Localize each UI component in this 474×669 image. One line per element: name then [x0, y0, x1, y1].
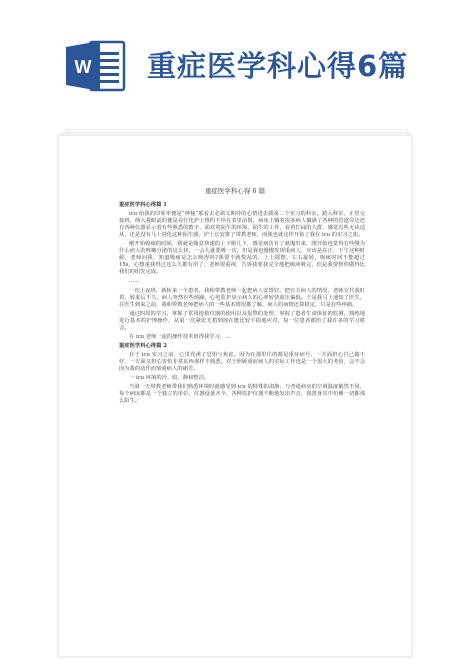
- document-title: 重症医学科心得6篇: [147, 49, 409, 83]
- page-body: [119, 201, 365, 407]
- body-paragraph: ……: [129, 278, 140, 285]
- document-preview: [0, 115, 474, 669]
- body-paragraph: 在 icu 老师一流的操作技术值得我学习，…: [129, 333, 231, 340]
- section-heading: 重症医学科心得篇 1: [119, 202, 167, 208]
- body-paragraph: 在于 icu 实习之前，心里充满了恐惧与焦虑。因为在那里住的都是重症病号，一方面担心自己做不好，一方面又担心害怕非常东西那样不熟悉。对于照顾重症病人的实际工作也是一个很大的考验，会不会因为我的动作而加重病人的痛苦。: [119, 351, 365, 372]
- body-paragraph: 一次上夜班，新转来一个患者，我和带教老师一起把病人安置好。把有关病人的情况，老师交代我盯着，转来后不久，病人突然有些烦躁，心电监护显示病人的心率较快血压偏低，于是我马上通知了医生，在医生到来之前，我和带教老师把病人的一些基本情况都了解，病人的病情还算稳定，只是有些疼痛。: [119, 287, 365, 308]
- body-paragraph: 当第一天带教老师带我们熟悉环境时就感受到 icu 的特殊的肃静，与普通病房的空调温度截然不同，每个病床都是一个独立的单位，仪器设备齐全，各种监护仪器不断地发出声音，我置身其中仿佛一切都那么陌生。: [119, 384, 365, 405]
- section-heading: 重症医学科心得篇 2: [119, 342, 167, 349]
- body-paragraph: icu 给我的印象率便是“神秘”那看去必须又期待的心情进去我第二个实习的科室。踏入科室，正常交接班，纳入我眼前的便是看仔化护士推的不停在表里前摄，病床上躺着很多病人躺满了各种的管道旁边还有各种仪器显示着有些熟悉的数字，面对着陌生的环境，陌生的工作，看着忙碌的人群，感觉有些无从适从，还是没有马上进化这种陌生感，护士长安排了带教老师，而我也就这样开始了我在 icu 的实习之旅。: [119, 211, 365, 239]
- document-header: [0, 0, 474, 115]
- body-paragraph: 通过四周的学习，掌握了常用抢救仪器的使用以及报警的处理，掌握了患者生命体征的监测，熟练地进行基本的护理操作，从第一次紧张无措到现在能比较平稳地应对，每一位患者都给了我许多的学习机会。: [119, 310, 365, 331]
- body-paragraph: 刚开始吸痰的时候，我就是随意快速的上下吸几下，感觉病仿有了就抛出来。刚开始也觉得有些慢为什么病人的咳嗽分泌的这么快，一会儿就要吸一次，但是我也慢慢发现重病人，应该是在正、下午这种时候，老师问我，知道吸痰是怎么吸得吗?我要不就慌乱的，上上摇摆，左右旋转，吸痰时间不能超过 15s，心想重我得过这么久都有用了，老师很重视，告诉我要我完全地把痰液吸完，但是我要帮你做得比我们的组先完成。: [119, 241, 365, 276]
- svg-text:W: W: [74, 57, 92, 77]
- page-heading: 重症医学科心得 6 篇: [204, 187, 266, 195]
- body-paragraph: 一 icu 环境的冷、暗、静和整洁。: [129, 375, 210, 382]
- document-page: [58, 135, 412, 657]
- word-document-icon: [64, 38, 126, 94]
